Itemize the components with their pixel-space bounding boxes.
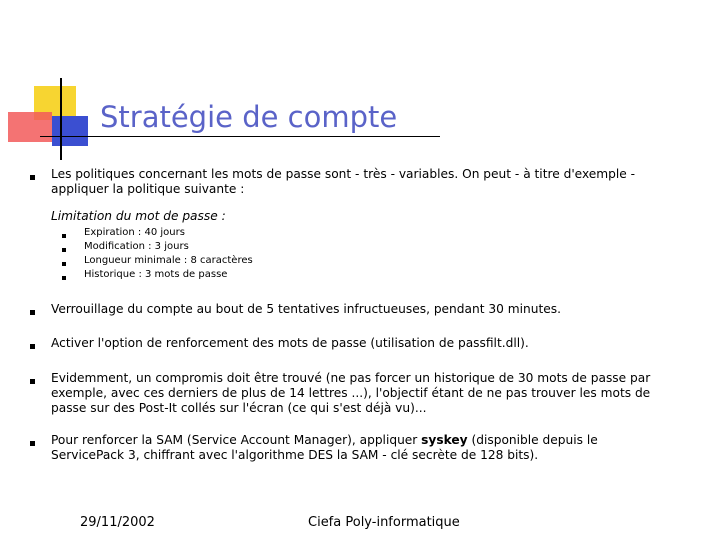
lockout-text: Verrouillage du compte au bout de 5 tentatives infructueuses, pendant 30 minutes. [51,302,561,316]
sub-bullet-icon [62,276,66,280]
footer-organization: Ciefa Poly-informatique [308,515,460,530]
sam-text [51,433,663,463]
bullet-icon [30,344,35,349]
decorative-vertical-line [60,78,62,160]
footer-date: 29/11/2002 [80,515,155,530]
sam-text-after: (disponible depuis le ServicePack 3, chiffrant avec l'algorithme DES la SAM - clé secrète de 128 bits). [51,433,598,462]
intro-text: Les politiques concernant les mots de passe sont - très - variables. On peut - à titre d'exemple - appliquer la politique suivante : [51,167,636,196]
sub-item-length: Longueur minimale : 8 caractères [84,255,253,266]
bullet-icon [30,310,35,315]
sam-text-before: Pour renforcer la SAM (Service Account Manager), appliquer [51,433,422,447]
decorative-red-square [8,112,52,142]
sub-bullet-icon [62,248,66,252]
bullet-icon [30,175,35,180]
sub-bullet-icon [62,234,66,238]
compromise-text: Evidemment, un compromis doit être trouvé (ne pas forcer un historique de 30 mots de passe par exemple, avec ces derniers de plus de 14 lettres ...), l'objectif étant de ne pas trouver les mots de passe sur des Post-It collés sur l'écran (ce qui s'est déjà vu)... [51,371,651,415]
syskey-term: syskey [421,433,468,447]
sub-heading: Limitation du mot de passe : [51,209,226,223]
sub-item-history: Historique : 3 mots de passe [84,269,228,280]
passfilt-text: Activer l'option de renforcement des mots de passe (utilisation de passfilt.dll). [51,336,529,350]
bullet-icon [30,441,35,446]
slide-title: Stratégie de compte [100,100,398,134]
decorative-blue-square [52,116,88,146]
title-underline [40,136,440,137]
sub-item-modification: Modification : 3 jours [84,241,189,252]
sub-item-expiration: Expiration : 40 jours [84,227,185,238]
sub-bullet-icon [62,262,66,266]
bullet-icon [30,379,35,384]
